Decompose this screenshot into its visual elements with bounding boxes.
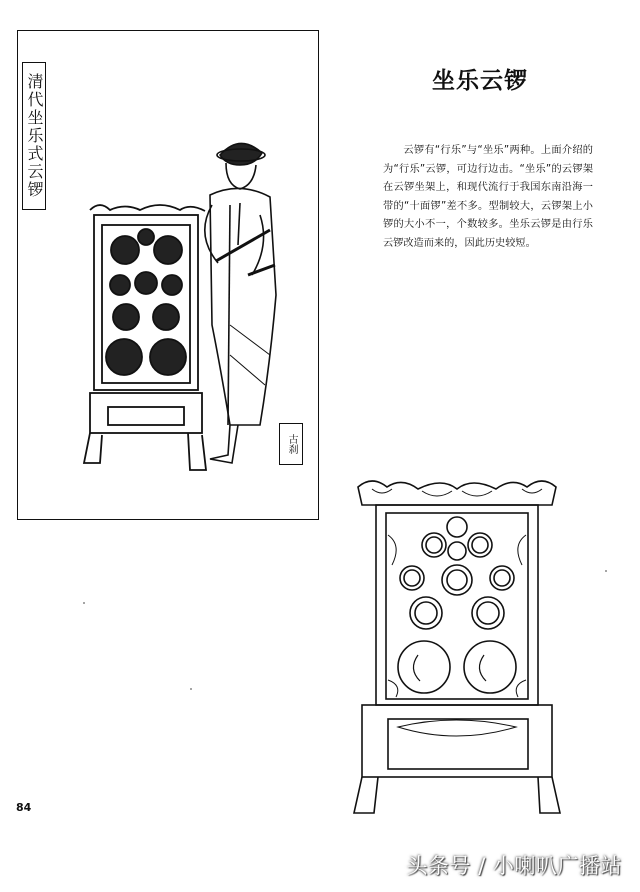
musician-illustration	[80, 125, 280, 500]
vertical-title: 清代坐乐式云锣	[22, 62, 46, 210]
watermark: 头条号 / 小喇叭广播站	[406, 854, 622, 878]
artist-seal: 古刹	[279, 423, 303, 465]
description-paragraph: 云锣有“行乐”与“坐乐”两种。上面介绍的为“行乐”云锣，可边行边击。“坐乐”的云锣架在云锣坐架上，和现代流行于我国东南沿海一带的“十面锣”差不多。型制较大，云锣架上小锣的大小不一，个数较多。坐乐云锣是由行乐云锣改造而来的，因此历史较短。	[383, 145, 593, 249]
speck	[605, 570, 607, 572]
page-number: 84	[16, 801, 32, 814]
speck	[83, 602, 85, 604]
page-title: 坐乐云锣	[432, 68, 528, 94]
gong-stand-illustration	[352, 475, 562, 820]
speck	[190, 688, 192, 690]
